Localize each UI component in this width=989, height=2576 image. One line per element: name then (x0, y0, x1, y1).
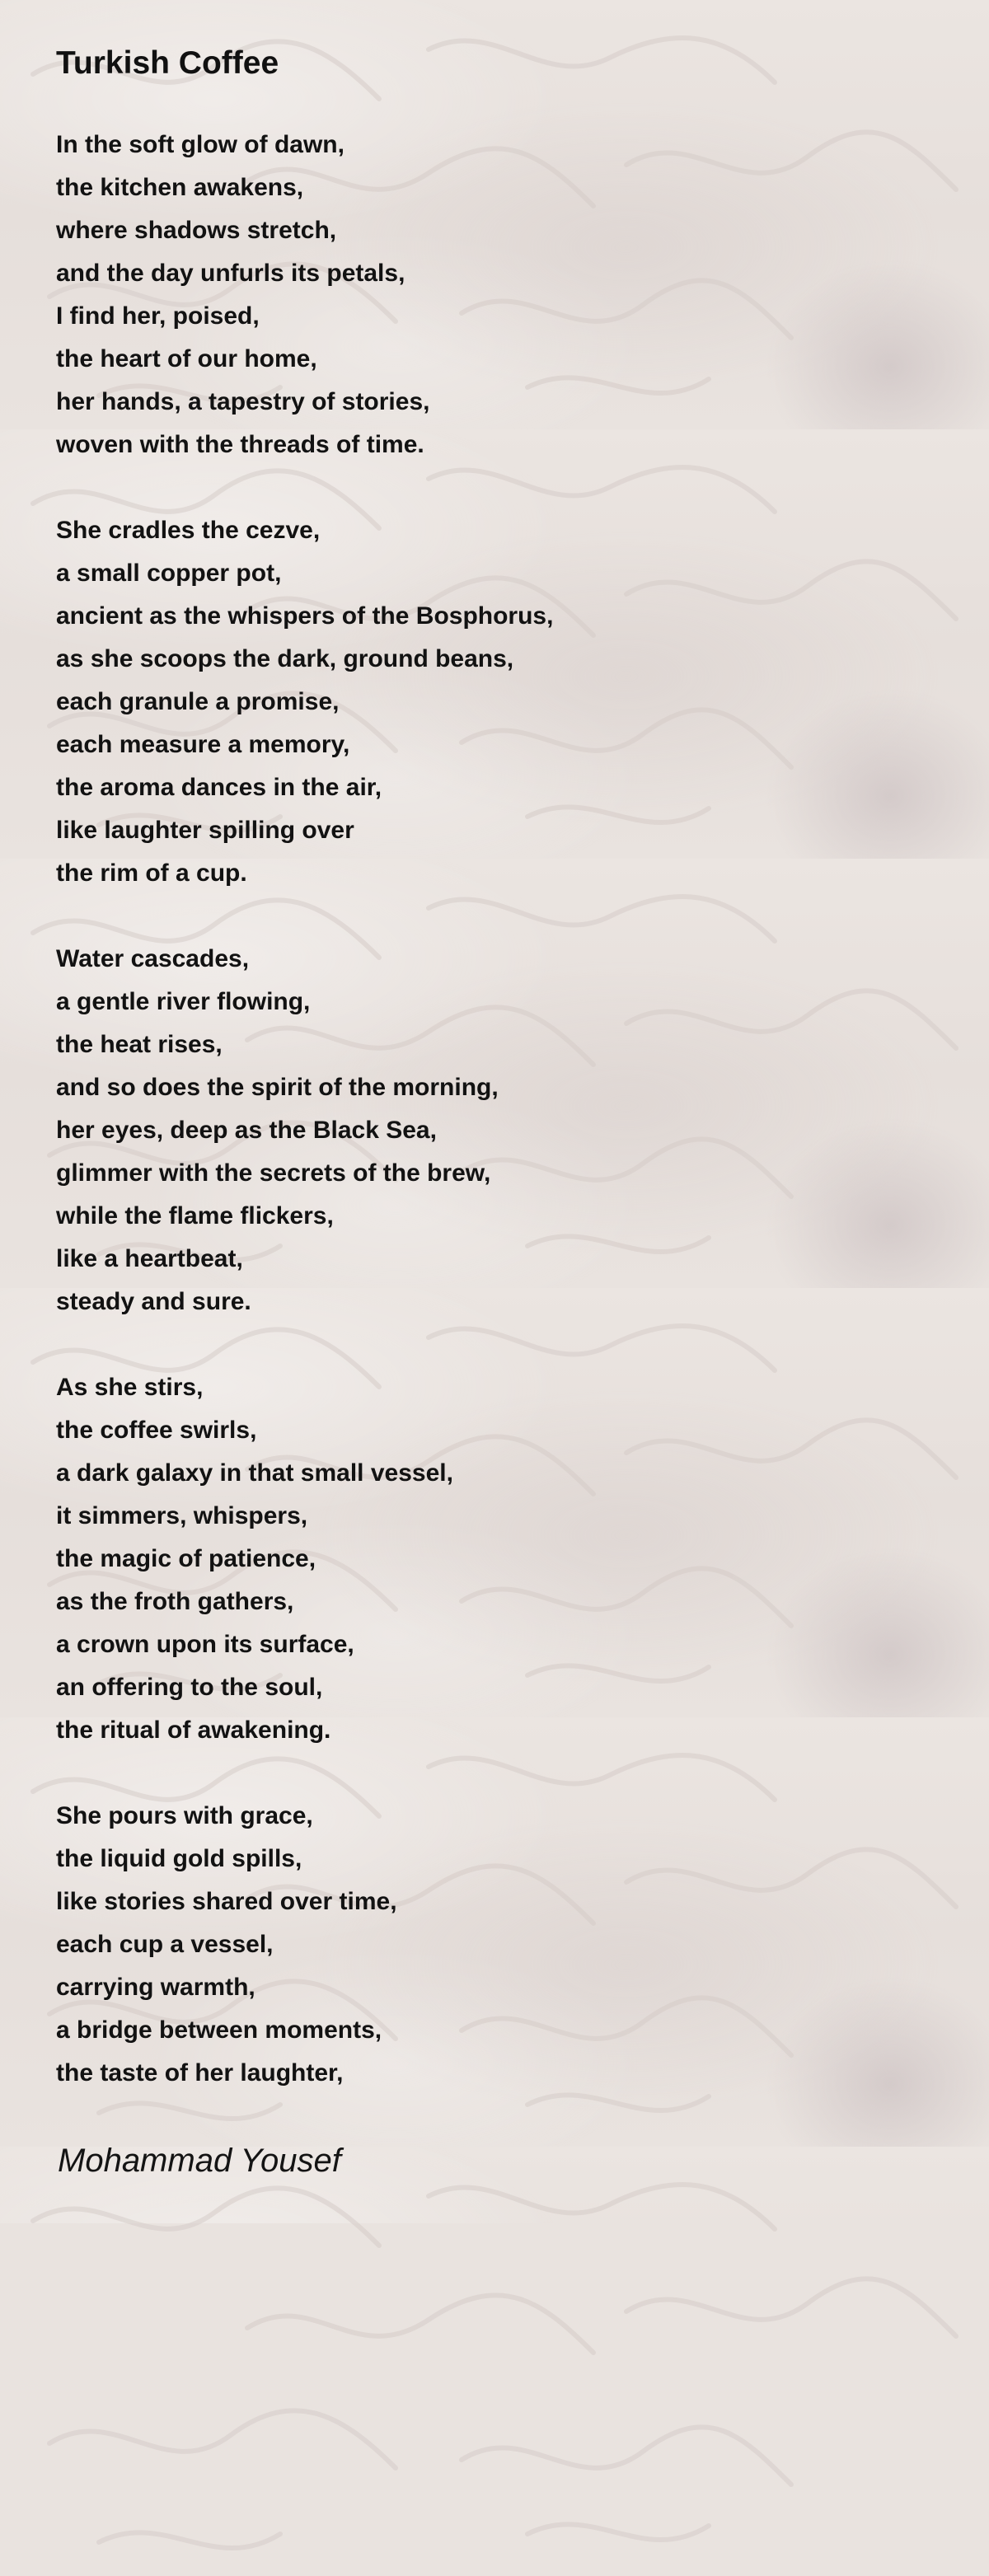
poem-line: her eyes, deep as the Black Sea, (56, 1117, 437, 1144)
poem-line: as she scoops the dark, ground beans, (56, 645, 514, 672)
poem-line: the liquid gold spills, (56, 1845, 302, 1872)
poem-line: woven with the threads of time. (56, 431, 424, 458)
poem-line: a gentle river flowing, (56, 988, 311, 1015)
poem-line: a bridge between moments, (56, 2016, 382, 2044)
poem-line: like stories shared over time, (56, 1888, 397, 1915)
stanza-1 (56, 124, 553, 466)
poem-line: In the soft glow of dawn, (56, 131, 345, 158)
stanza-4 (56, 1366, 553, 1752)
poem-line: an offering to the soul, (56, 1674, 323, 1701)
poem-line: like laughter spilling over (56, 817, 354, 844)
poem-line: and the day unfurls its petals, (56, 260, 405, 287)
poem-line: the ritual of awakening. (56, 1717, 331, 1744)
poem-line: the magic of patience, (56, 1545, 316, 1572)
poem-line: where shadows stretch, (56, 217, 337, 244)
poem-line: carrying warmth, (56, 1974, 255, 2001)
stanza-3 (56, 938, 553, 1323)
poem-line: and so does the spirit of the morning, (56, 1074, 499, 1101)
poem-line: the kitchen awakens, (56, 174, 304, 201)
poem-line: each measure a memory, (56, 731, 350, 758)
poem-line: a crown upon its surface, (56, 1631, 354, 1658)
poem-line: while the flame flickers, (56, 1202, 334, 1229)
poem-line: the rim of a cup. (56, 859, 247, 887)
poem-title: Turkish Coffee (56, 45, 279, 81)
poem-body (56, 124, 553, 2138)
poem-line: steady and sure. (56, 1288, 251, 1315)
poem-line: the coffee swirls, (56, 1417, 257, 1444)
poem-line: the heat rises, (56, 1031, 223, 1058)
poem-author: Mohammad Yousef (58, 2143, 341, 2179)
poem-line: each granule a promise, (56, 688, 340, 715)
poem-line: I find her, poised, (56, 302, 260, 330)
script-texture (0, 2147, 989, 2576)
poem-line: As she stirs, (56, 1374, 204, 1401)
poem-line: the heart of our home, (56, 345, 317, 372)
poem-line: glimmer with the secrets of the brew, (56, 1159, 491, 1187)
poem-line: Water cascades, (56, 945, 250, 972)
poem-line: as the froth gathers, (56, 1588, 294, 1615)
poem-line: each cup a vessel, (56, 1931, 274, 1958)
stanza-5 (56, 1795, 553, 2095)
poem-line: She pours with grace, (56, 1802, 313, 1829)
poem-line: a dark galaxy in that small vessel, (56, 1459, 453, 1487)
poem-line: ancient as the whispers of the Bosphorus, (56, 602, 554, 630)
poem-line: a small copper pot, (56, 560, 282, 587)
stanza-2 (56, 509, 553, 895)
poem-line: the taste of her laughter, (56, 2059, 344, 2087)
poem-line: her hands, a tapestry of stories, (56, 388, 430, 415)
poem-line: the aroma dances in the air, (56, 774, 382, 801)
poem-line: She cradles the cezve, (56, 517, 321, 544)
poem-line: it simmers, whispers, (56, 1502, 308, 1529)
poem-line: like a heartbeat, (56, 1245, 243, 1272)
